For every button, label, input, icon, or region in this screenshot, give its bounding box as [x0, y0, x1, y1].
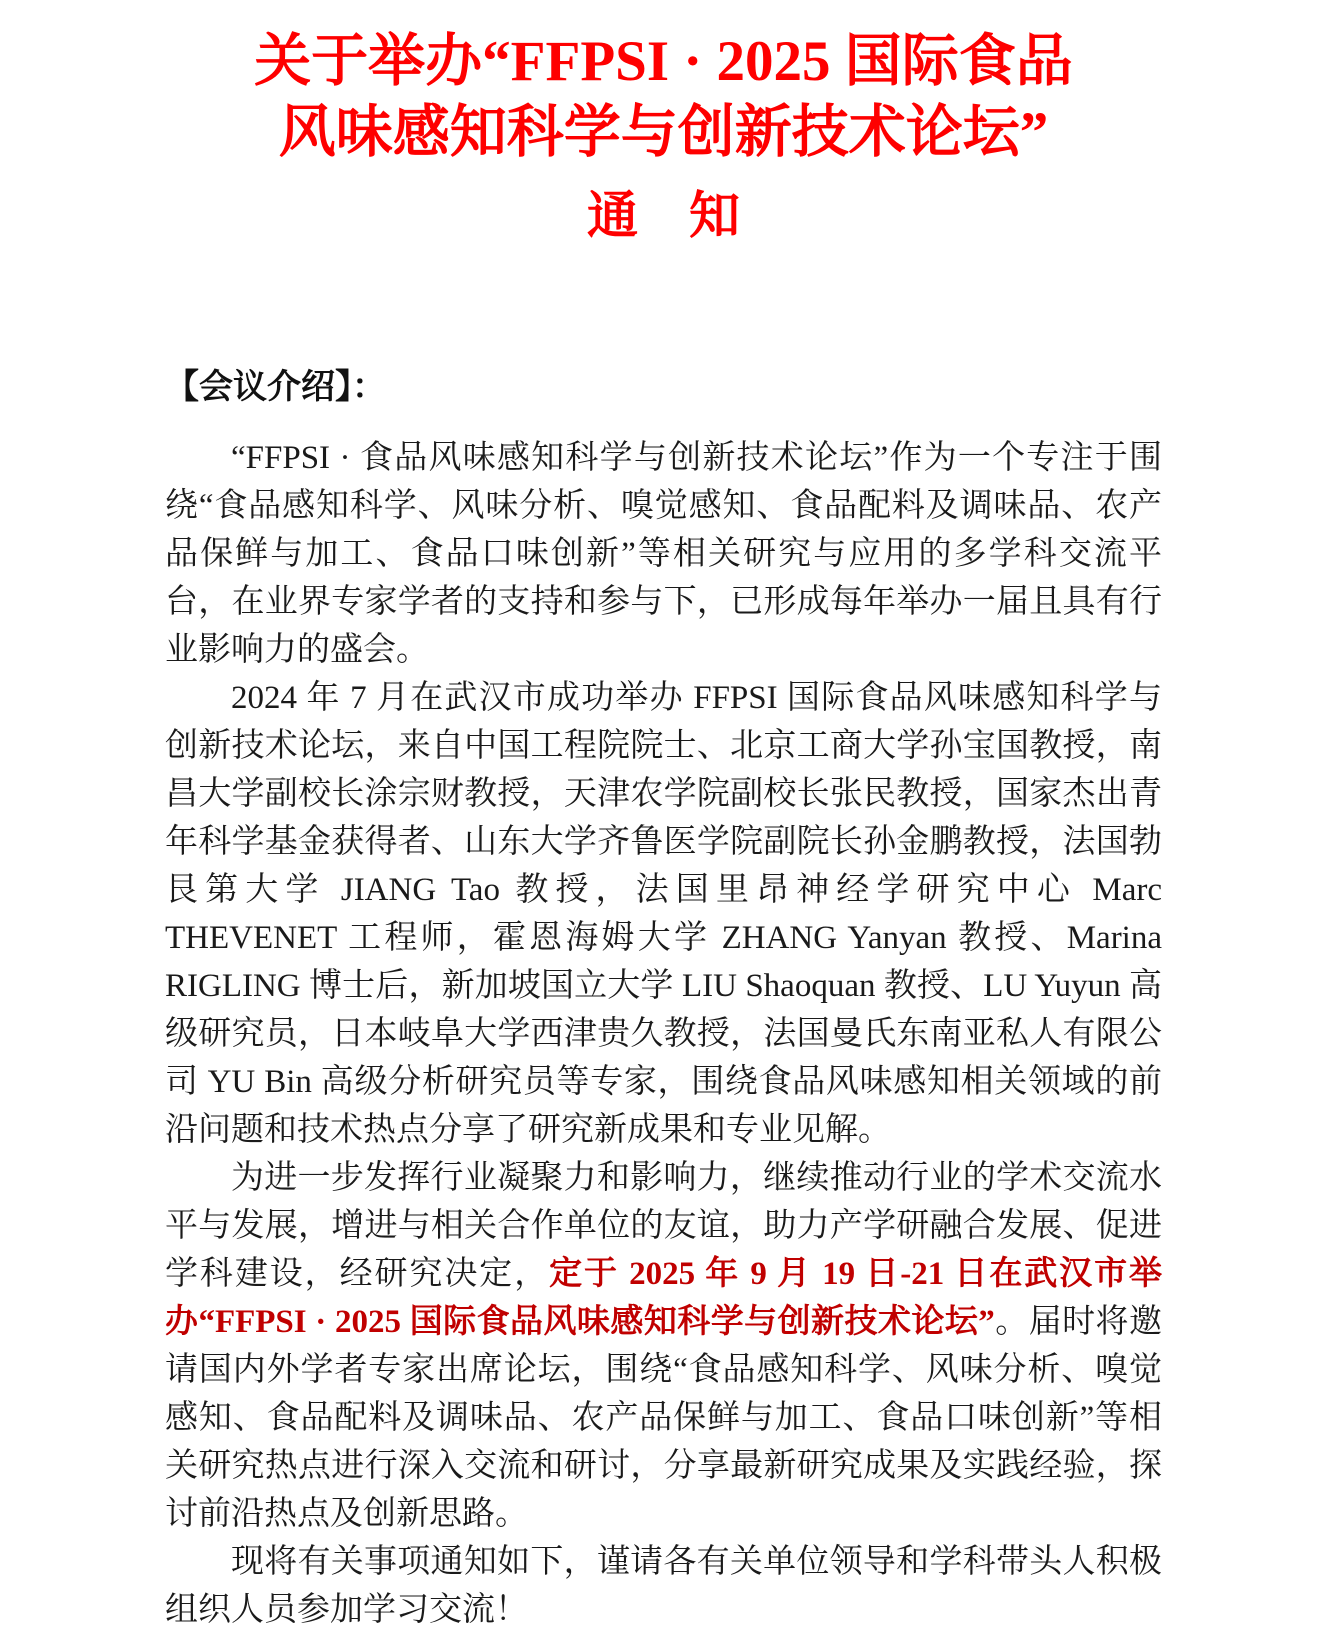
paragraph-text: 现将有关事项通知如下，谨请各有关单位领导和学科带头人积极组织人员参加学习交流！ — [165, 1544, 1162, 1628]
document-title — [165, 26, 1162, 168]
paragraph-2025-announcement — [165, 1154, 1162, 1538]
title-line-2: 风味感知科学与创新技术论坛” — [278, 101, 1049, 164]
paragraph-text: 2024 年 7 月在武汉市成功举办 FFPSI 国际食品风味感知科学与创新技术论坛，来自中国工程院院士、北京工商大学孙宝国教授，南昌大学副校长涂宗财教授，天津农学院副校长张民教授，国家杰出青年科学基金获得者、山东大学齐鲁医学院副院长孙金鹏教授，法国勃艮第大学 JIANG Tao 教授，法国里昂神经学研究中心 Marc THEVENET 工程师，霍恩海姆大学 ZHANG Yanyan 教授、Marina RIGLING 博士后，新加坡国立大学 LIU Shaoquan 教授、LU Yuyun 高级研究员，日本岐阜大学西津贵久教授，法国曼氏东南亚私人有限公司 YU Bin 高级分析研究员等专家，围绕食品风味感知相关领域的前沿问题和技术热点分享了研究新成果和专业见解。 — [165, 680, 1162, 1148]
paragraph-text: “FFPSI · 食品风味感知科学与创新技术论坛”作为一个专注于围绕“食品感知科学、风味分析、嗅觉感知、食品配料及调味品、农产品保鲜与加工、食品口味创新”等相关研究与应用的多学科交流平台，在业界专家学者的支持和参与下，已形成每年举办一届且具有行业影响力的盛会。 — [165, 440, 1162, 668]
paragraph-text: 。届时将邀请国内外学者专家出席论坛，围绕“食品感知科学、风味分析、嗅觉感知、食品配料及调味品、农产品保鲜与加工、食品口味创新”等相关研究热点进行深入交流和研讨，分享最新研究成果及实践经验，探讨前沿热点及创新思路。 — [165, 1304, 1162, 1532]
title-line-1: 关于举办“FFPSI · 2025 国际食品 — [254, 30, 1073, 93]
section-heading-meeting-intro: 【会议介绍】： — [165, 369, 386, 406]
paragraph-closing — [165, 1538, 1162, 1634]
highlighted-date-venue-text: 定于 2025 年 9 月 19 日-21 日在武汉市举办“FFPSI · 2025 国际食品风味感知科学与创新技术论坛” — [165, 1256, 1162, 1340]
title-notice: 通 知 — [586, 189, 740, 245]
paragraph-text: 为进一步发挥行业凝聚力和影响力，继续推动行业的学术交流水平与发展，增进与相关合作单位的友谊，助力产学研融合发展、促进学科建设，经研究决定， — [165, 1160, 1162, 1292]
paragraph-2024-review — [165, 674, 1162, 1154]
paragraph-forum-intro — [165, 434, 1162, 674]
